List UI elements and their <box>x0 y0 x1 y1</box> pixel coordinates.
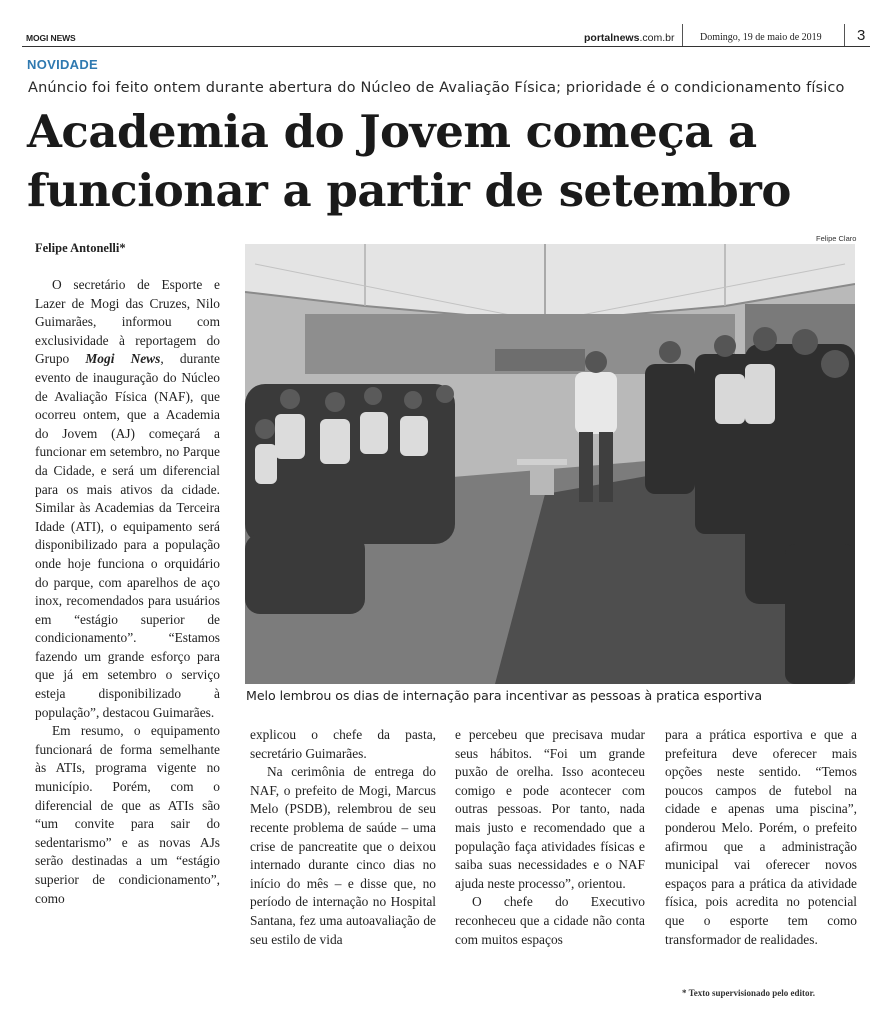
headline-line-2: funcionar a partir de setembro <box>27 164 791 217</box>
photo-caption: Melo lembrou os dias de internação para incentivar as pessoas à pratica esportiva <box>246 688 762 703</box>
photo-credit: Felipe Claro <box>816 234 857 243</box>
byline: Felipe Antonelli* <box>35 241 126 255</box>
article-column-2 <box>250 726 436 949</box>
header-divider <box>844 24 845 46</box>
section-kicker: NOVIDADE <box>27 57 99 72</box>
article-photo <box>245 244 855 684</box>
paragraph: e percebeu que precisava mudar seus hábitos. “Foi um grande puxão de orelha. Isso aconteceu comigo e pode acontecer com outras pessoas. Por tanto, nada mais justo e recomendado que a população faça atividades físicas e saiba suas necessidades e o NAF ajuda neste processo”, orientou. <box>455 727 645 891</box>
section-name: MOGI NEWS <box>26 33 76 43</box>
page-header <box>22 24 870 46</box>
headline-line-1: Academia do Jovem começa a <box>27 105 757 158</box>
paragraph: Na cerimônia de entrega do NAF, o prefeito de Mogi, Marcus Melo (PSDB), relembrou de seu recente problema de saúde – uma crise de pancreatite que o deixou internado durante cinco dias no início do mês – e disse que, no período de internação no Hospital Santana, fez uma autoavaliação de seu estilo de vida <box>250 764 436 947</box>
event-scene-image <box>245 244 855 684</box>
headline <box>27 102 887 220</box>
page-number: 3 <box>857 27 866 44</box>
site-url-bold: portalnews <box>584 32 640 44</box>
newspaper-name: Mogi News <box>85 351 161 367</box>
paragraph-text: O secretário de Esporte e Lazer de Mogi das Cruzes, Nilo Guimarães, informou com exclusividade à reportagem do Grupo <box>35 277 220 367</box>
subheadline: Anúncio foi feito ontem durante abertura do Núcleo de Avaliação Física; prioridade é o condicionamento físico <box>28 80 845 96</box>
header-divider <box>682 24 683 46</box>
article-column-4 <box>665 726 857 949</box>
site-url[interactable] <box>584 32 674 44</box>
paragraph: O chefe do Executivo reconheceu que a cidade não conta com muitos espaços <box>455 894 645 947</box>
article-column-1 <box>35 276 220 908</box>
header-rule <box>22 46 870 47</box>
site-url-domain: .com.br <box>639 32 675 44</box>
paragraph: explicou o chefe da pasta, secretário Guimarães. <box>250 727 436 761</box>
paragraph: Em resumo, o equipamento funcionará de forma semelhante às ATIs, programa vigente no município. Porém, com o diferencial de que as ATIs são “um convite para sair do sedentarismo” e as novas AJs serão destinadas a um “estágio superior de condicionamento”, como <box>35 723 220 906</box>
paragraph-text: , durante evento de inauguração do Núcleo de Avaliação Física (NAF), que ocorreu ontem, que a Academia do Jovem (AJ) começará a funcionar em setembro, no Parque da Cidade, e será um diferencial para os mais ativos da cidade. Similar às Academias da Terceira Idade (ATI), o equipamento será disponibilizado para a população onde hoje funciona o orquidário do parque, com aparelhos de aço inox, recomendados para usuários em “estágio superior de condicionamento”. “Estamos fazendo um grande esforço para que já em setembro o serviço esteja disponibilizado à população”, destacou Guimarães. <box>35 351 220 720</box>
paragraph <box>35 276 220 722</box>
editor-footnote: * Texto supervisionado pelo editor. <box>682 988 815 998</box>
paragraph: para a prática esportiva e que a prefeitura deve oferecer mais opções neste sentido. “Temos poucos campos de futebol na cidade e apenas uma piscina”, ponderou Melo. Porém, o prefeito afirmou que a administração municipal vai oferecer novos espaços para a prática da atividade física, pois acredita no potencial que o esporte tem como transformador de realidades. <box>665 727 857 947</box>
issue-date: Domingo, 19 de maio de 2019 <box>700 32 822 43</box>
article-column-3 <box>455 726 645 949</box>
